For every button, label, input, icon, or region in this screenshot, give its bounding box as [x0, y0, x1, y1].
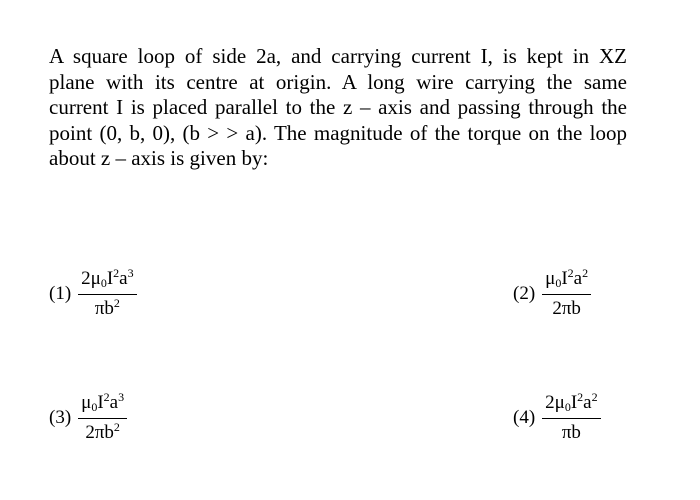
option-fraction	[542, 268, 591, 320]
question-line: current I is placed parallel to the z – axis and passing through the	[49, 95, 627, 119]
fraction-numerator: $\mu_0I^2a^2$	[545, 266, 589, 290]
fraction-numerator: $2\mu_0I^2a^3$	[81, 266, 134, 290]
fraction-denominator: $2\pi b^2$	[85, 420, 120, 443]
fraction-numerator: $2\mu_0I^2a^2$	[545, 390, 598, 414]
option-2[interactable]	[513, 268, 591, 320]
question-line: plane with its centre at origin. A long wire carrying the same	[49, 69, 627, 94]
fraction-denominator: 2πb	[552, 298, 581, 319]
option-number: (1)	[49, 283, 72, 304]
option-number: (4)	[513, 407, 536, 428]
question-line: about z – axis is given by:	[49, 146, 269, 170]
option-number: (3)	[49, 407, 72, 428]
option-fraction	[78, 392, 127, 444]
fraction-numerator: $\mu_0I^2a^3$	[81, 390, 125, 414]
fraction-denominator: πb	[561, 422, 581, 443]
option-3[interactable]	[49, 392, 127, 444]
option-number: (2)	[513, 283, 536, 304]
option-1[interactable]	[49, 268, 137, 320]
option-fraction	[78, 268, 136, 320]
fraction-denominator: $\pi b^2$	[94, 296, 120, 319]
question-line: point (0, b, 0), (b > > a). The magnitude of the torque on the loop	[49, 120, 627, 145]
option-4[interactable]	[513, 392, 601, 444]
option-fraction	[542, 392, 600, 444]
question-line: A square loop of side 2a, and carrying current I, is kept in XZ	[49, 44, 627, 68]
question-text	[49, 44, 627, 172]
